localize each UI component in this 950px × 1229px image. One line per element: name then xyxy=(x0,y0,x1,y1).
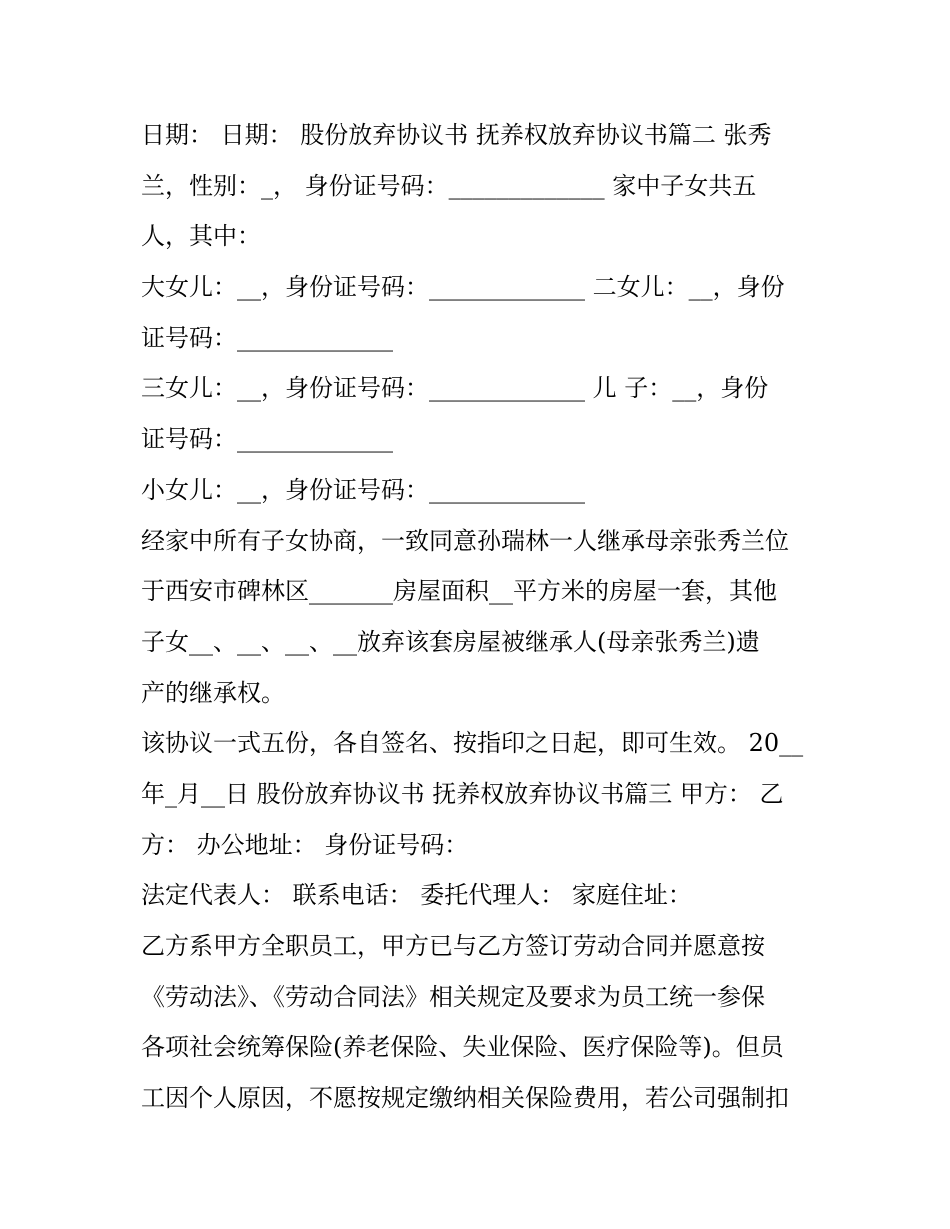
text-line: 兰，性别：_， 身份证号码：_____________ 家中子女共五 xyxy=(141,171,757,200)
text-line: 方： 办公地址： 身份证号码： xyxy=(141,830,469,859)
document-body xyxy=(141,110,816,1124)
text-line: 证号码：_____________ xyxy=(141,323,393,352)
text-line: 法定代表人： 联系电话： 委托代理人： 家庭住址： xyxy=(141,881,692,910)
text-line: 日期： 日期： 股份放弃协议书 抚养权放弃协议书篇二 张秀 xyxy=(141,121,772,149)
text-line: 《劳动法》、《劳动合同法》相关规定及要求为员工统一参保 xyxy=(141,982,765,1011)
text-line: 子女__、__、__、__放弃该套房屋被继承人(母亲张秀兰)遗 xyxy=(141,627,760,656)
text-line: 于西安市碑林区_______房屋面积__平方米的房屋一套，其他 xyxy=(141,577,777,606)
text-line: 三女儿：__，身份证号码：_____________ 儿 子：__，身份 xyxy=(141,374,769,403)
text-line: 证号码：_____________ xyxy=(141,425,393,454)
text-line: 产的继承权。 xyxy=(141,678,285,707)
text-line: 小女儿：__，身份证号码：_____________ xyxy=(141,475,585,504)
text-line: 人，其中： xyxy=(141,222,261,251)
text-line: 乙方系甲方全职员工，甲方已与乙方签订劳动合同并愿意按 xyxy=(141,932,765,960)
text-line: 该协议一式五份，各自签名、按指印之日起，即可生效。 20__ xyxy=(141,729,804,758)
text-line: 工因个人原因，不愿按规定缴纳相关保险费用，若公司强制扣 xyxy=(141,1084,789,1113)
text-line: 年_月__日 股份放弃协议书 抚养权放弃协议书篇三 甲方： 乙 xyxy=(141,779,784,808)
text-line: 大女儿：__，身份证号码：_____________ 二女儿：__，身份 xyxy=(141,273,785,302)
text-line: 经家中所有子女协商，一致同意孙瑞林一人继承母亲张秀兰位 xyxy=(141,526,789,555)
text-line: 各项社会统筹保险(养老保险、失业保险、医疗保险等)。但员 xyxy=(141,1033,784,1062)
